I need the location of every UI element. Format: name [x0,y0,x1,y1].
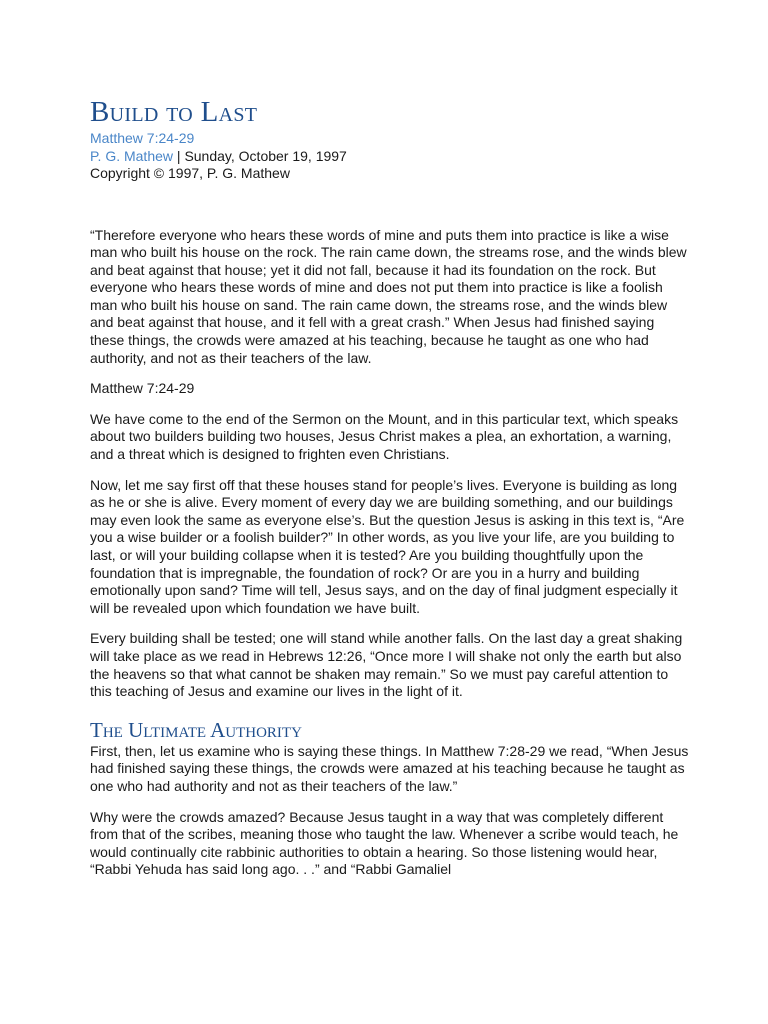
date-separator: | [173,147,185,164]
body-paragraph: We have come to the end of the Sermon on the Mount, and in this particular text, which speaks about two builders building two houses, Jesus Christ makes a plea, an exhortation, a warning, and a threat which is designed to frighten even Christians. [90,410,679,463]
scripture-quote: “Therefore everyone who hears these words of mine and puts them into practice is like a wise man who built his house on the rock. The rain came down, the streams rose, and the winds blew and beat against that house; yet it did not fall, because it had its foundation on the rock. But everyone who hears these words of mine and does not put them into practice is like a foolish man who built his house on sand. The rain came down, the streams rose, and the winds blew and beat against that house, and it fell with a great crash.” When Jesus had finished saying these things, the crowds were amazed at his teaching, because he taught as one who had authority, and not as their teachers of the law. [90,226,687,366]
body-paragraph: Every building shall be tested; one will stand while another falls. On the last day a great shaking will take place as we read in Hebrews 12:26, “Once more I will shake not only the earth but also the heavens so that what cannot be shaken may remain.” So we must pay careful attention to this teaching of Jesus and examine our lives in the light of it. [90,630,683,700]
scripture-link[interactable]: Matthew 7:24-29 [90,130,195,146]
sermon-date: Sunday, October 19, 1997 [184,147,347,164]
page-title: Build to Last [90,96,258,128]
section-heading: The Ultimate Authority [90,717,302,742]
document-meta [90,130,690,183]
document-content [90,96,690,892]
body-paragraph: Why were the crowds amazed? Because Jesus taught in a way that was completely different from that of the scribes, meaning those who taught the law. Whenever a scribe would teach, he would continually cite rabbinic authorities to obtain a hearing. So those listening would hear, “Rabbi Yehuda has said long ago. . .” and “Rabbi Gamaliel [90,808,679,878]
body-paragraph: Now, let me say first off that these houses stand for people’s lives. Everyone is building as long as he or she is alive. Every moment of every day we are building something, and our buildings may even look the same as everyone else’s. But the question Jesus is asking in this text is, “Are you a wise builder or a foolish builder?” In other words, as you live your life, are you building to last, or will your building collapse when it is tested? Are you building thoughtfully upon the foundation that is impregnable, the foundation of rock? Or are you in a hurry and building emotionally upon sand? Time will tell, Jesus says, and on the day of final judgment especially it will be revealed upon which foundation we have built. [90,476,685,616]
author-link[interactable]: P. G. Mathew [90,147,174,164]
body-paragraph: First, then, let us examine who is saying these things. In Matthew 7:28-29 we read, “When Jesus had finished saying these things, the crowds were amazed at his teaching because he taught as one who had authority and not as their teachers of the law.” [90,742,689,794]
scripture-citation: Matthew 7:24-29 [90,380,195,397]
copyright-line: Copyright © 1997, P. G. Mathew [90,165,290,181]
